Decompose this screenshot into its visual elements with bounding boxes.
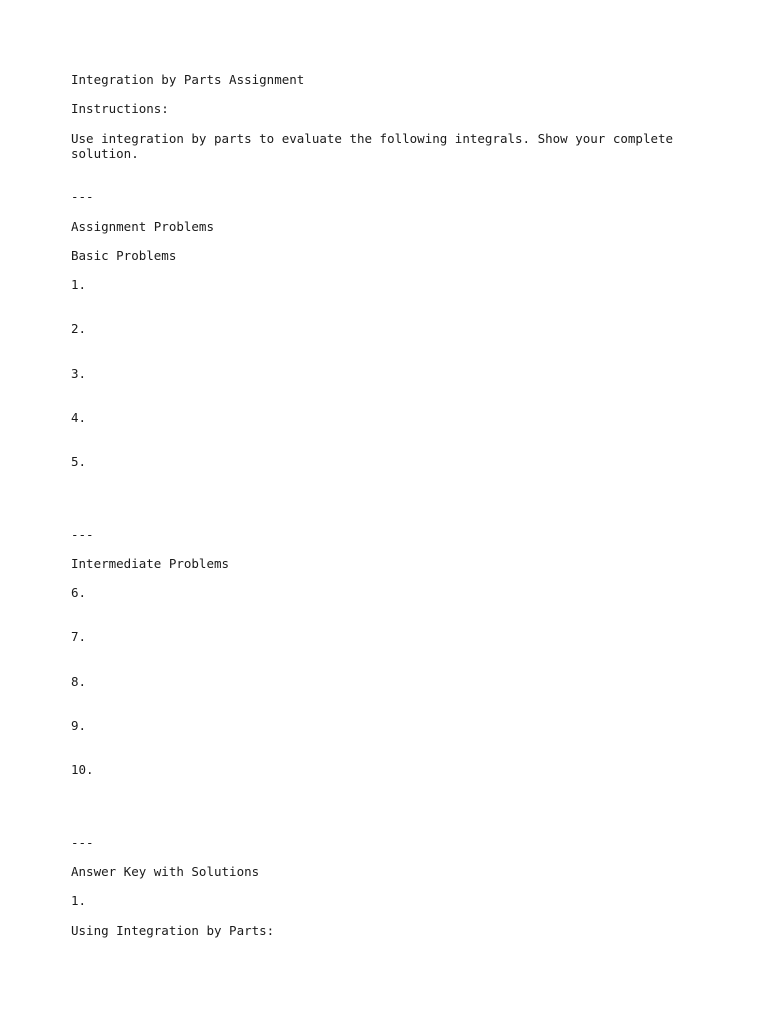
- problem-number: 6.: [71, 585, 87, 600]
- problem-number: 3.: [71, 366, 87, 381]
- problem-number: 2.: [71, 321, 87, 336]
- basic-problems-heading: Basic Problems: [71, 248, 177, 263]
- problem-number: 4.: [71, 410, 87, 425]
- intermediate-problems-heading: Intermediate Problems: [71, 556, 230, 571]
- separator: ---: [71, 189, 94, 204]
- problem-number: 10.: [71, 762, 94, 777]
- problem-number: 5.: [71, 454, 87, 469]
- instructions-text: Use integration by parts to evaluate the following integrals. Show your complete solution.: [71, 131, 681, 161]
- problem-number: 7.: [71, 629, 87, 644]
- assignment-heading: Assignment Problems: [71, 219, 214, 234]
- problem-number: 1.: [71, 277, 87, 292]
- document-title: Integration by Parts Assignment: [71, 72, 305, 87]
- answer-key-heading: Answer Key with Solutions: [71, 864, 260, 879]
- problem-number: 8.: [71, 674, 87, 689]
- answer-number: 1.: [71, 893, 87, 908]
- separator: ---: [71, 835, 94, 850]
- instructions-heading: Instructions:: [71, 101, 169, 116]
- answer-method: Using Integration by Parts:: [71, 923, 275, 938]
- problem-number: 9.: [71, 718, 87, 733]
- separator: ---: [71, 527, 94, 542]
